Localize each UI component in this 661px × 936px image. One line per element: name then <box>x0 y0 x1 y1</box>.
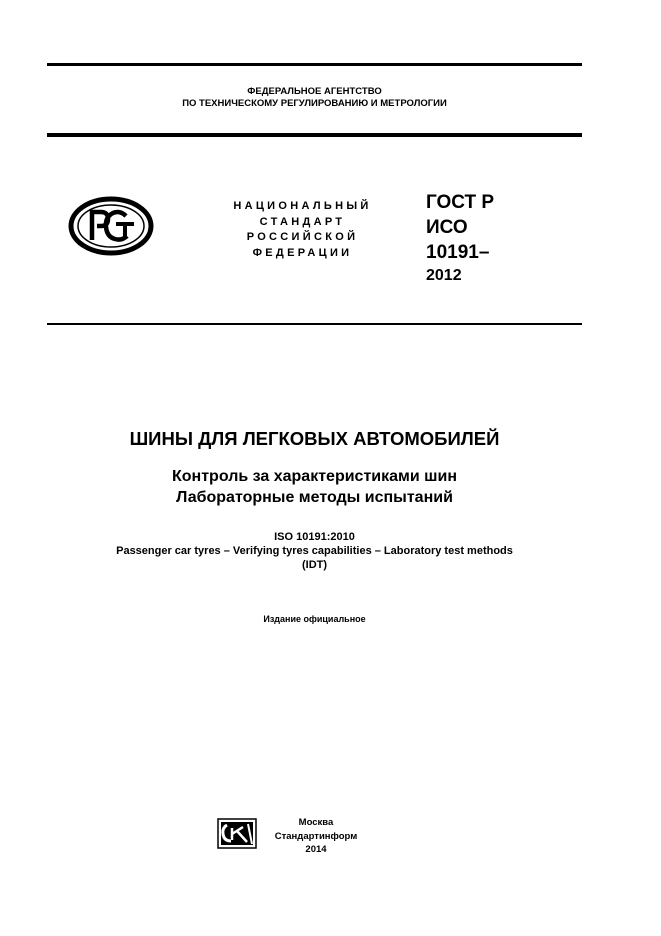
designation-line-2: ИСО <box>426 217 468 238</box>
subtitle-line-1: Контроль за характеристиками шин <box>172 468 457 485</box>
designation-year: 2012 <box>426 267 462 284</box>
agency-header <box>47 86 582 110</box>
publisher-city: Москва <box>298 817 334 828</box>
top-thick-rule <box>47 63 582 66</box>
document-subtitle <box>47 466 582 508</box>
standard-designation <box>426 190 494 287</box>
publisher-info <box>262 816 370 857</box>
agency-line-2: ПО ТЕХНИЧЕСКОМУ РЕГУЛИРОВАНИЮ И МЕТРОЛОГИИ <box>182 98 447 109</box>
gost-rst-logo-icon <box>68 196 154 256</box>
publisher-name: Стандартинформ <box>274 830 358 842</box>
iso-number: ISO 10191:2010 <box>274 531 355 543</box>
iso-equivalence: (IDT) <box>301 559 328 571</box>
agency-line-1: ФЕДЕРАЛЬНОЕ АГЕНТСТВО <box>247 86 382 97</box>
standartinform-logo-icon <box>217 818 257 849</box>
national-line-1: НАЦИОНАЛЬНЫЙ <box>233 200 372 212</box>
national-line-4: ФЕДЕРАЦИИ <box>252 246 353 259</box>
national-line-3: РОССИЙСКОЙ <box>246 231 359 243</box>
subtitle-line-2: Лабораторные методы испытаний <box>176 489 453 506</box>
publisher-year: 2014 <box>305 844 327 855</box>
section-rule <box>47 323 582 325</box>
national-standard-caption <box>210 199 395 261</box>
edition-label: Издание официальное <box>263 614 366 624</box>
document-title: ШИНЫ ДЛЯ ЛЕГКОВЫХ АВТОМОБИЛЕЙ <box>129 428 500 449</box>
national-line-2: СТАНДАРТ <box>259 215 346 228</box>
iso-english-title: Passenger car tyres – Verifying tyres capabilities – Laboratory test methods <box>116 545 513 557</box>
header-bottom-rule <box>47 133 582 137</box>
designation-line-3: 10191– <box>426 242 490 263</box>
designation-line-1: ГОСТ Р <box>426 192 495 213</box>
iso-reference <box>47 530 582 572</box>
